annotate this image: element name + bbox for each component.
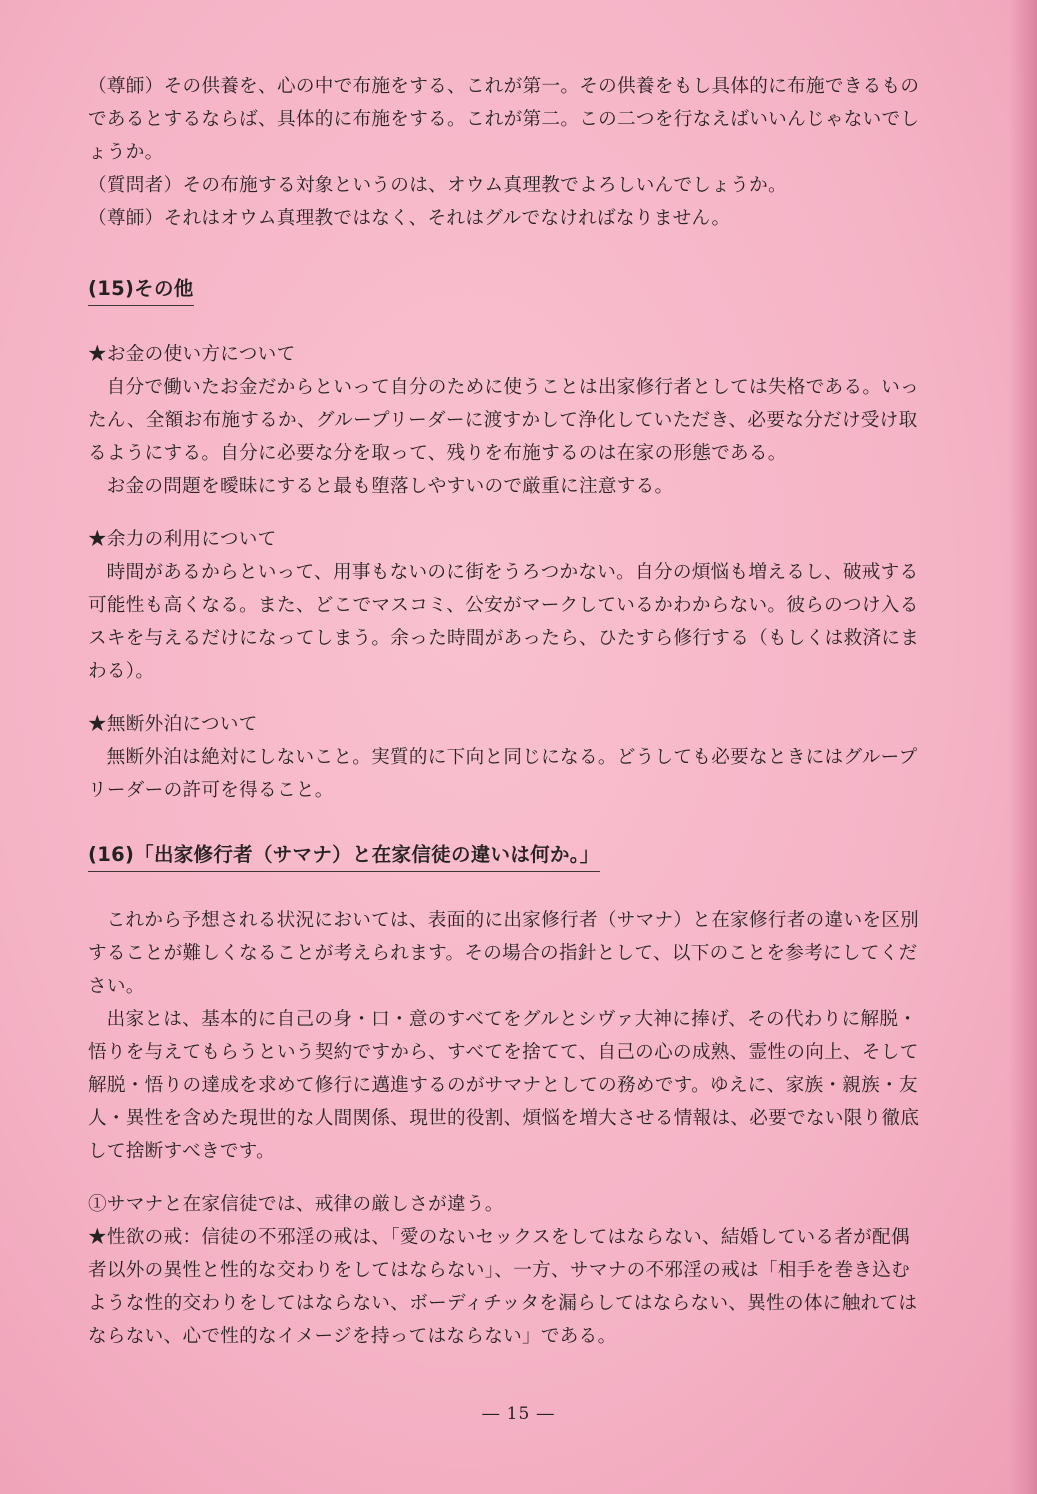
section-16-paragraph-2: 出家とは、基本的に自己の身・口・意のすべてをグルとシヴァ大神に捧げ、その代わりに解脱・悟りを与えてもらうという契約ですから、すべてを捨てて、自己の心の成熟、霊性の向上、そして解脱・悟りの達成を求めて修行に邁進するのがサマナとしての務めです。ゆえに、家族・親族・友人・異性を含めた現世的な人間関係、現世的役割、煩悩を増大させる情報は、必要でない限り徹底して捨断すべきです。: [88, 1009, 920, 1162]
point-1: ①サマナと在家信徒では、戒律の厳しさが違う。: [88, 1194, 504, 1215]
spare-time-paragraph: 時間があるからといって、用事もないのに街をうろつかない。自分の煩悩も増えるし、破戒する可能性も高くなる。また、どこでマスコミ、公安がマークしているかわからない。彼らのつけ入るスキを与えるだけになってしまう。余った時間があったら、ひたすら修行する（もしくは救済にまわる）。: [88, 562, 920, 682]
page-number: ― 15 ―: [482, 1404, 555, 1424]
qa-master-answer-2: （尊師）それはオウム真理教ではなく、それはグルでなければなりません。: [88, 208, 731, 229]
section-16-heading: (16)「出家修行者（サマナ）と在家信徒の違いは何か。」: [88, 840, 600, 872]
overnight-paragraph: 無断外泊は絶対にしないこと。実質的に下向と同じになる。どうしても必要なときにはグループリーダーの許可を得ること。: [88, 747, 918, 801]
spare-time-title: ★余力の利用について: [88, 529, 277, 550]
sexual-precept: ★性欲の戒：信徒の不邪淫の戒は、「愛のないセックスをしてはならない、結婚している者が配偶者以外の異性と性的な交わりをしてはならない」、一方、サマナの不邪淫の戒は「相手を巻き込むような性的交わりをしてはならない、ボーディチッタを漏らしてはならない、異性の体に触れてはならない、心で性的なイメージを持ってはならない」である。: [88, 1227, 918, 1347]
section-15-heading: (15)その他: [88, 274, 194, 306]
qa-master-answer-1: （尊師）その供養を、心の中で布施をする、これが第一。その供養をもし具体的に布施できるものであるとするならば、具体的に布施をする。これが第二。この二つを行なえばいいんじゃないでしょうか。: [88, 76, 920, 163]
document-body: [88, 70, 928, 1353]
money-usage-title: ★お金の使い方について: [88, 344, 296, 365]
money-usage-paragraph-2: お金の問題を曖昧にすると最も堕落しやすいので厳重に注意する。: [106, 476, 674, 497]
money-usage-paragraph-1: 自分で働いたお金だからといって自分のために使うことは出家修行者としては失格である。いったん、全額お布施するか、グループリーダーに渡すかして浄化していただき、必要な分だけ受け取るようにする。自分に必要な分を取って、残りを布施するのは在家の形態である。: [88, 377, 920, 464]
page-edge-shadow: [1009, 0, 1037, 1494]
section-16-paragraph-1: これから予想される状況においては、表面的に出家修行者（サマナ）と在家修行者の違いを区別することが難しくなることが考えられます。その場合の指針として、以下のことを参考にしてください。: [88, 910, 920, 997]
overnight-title: ★無断外泊について: [88, 714, 258, 735]
qa-questioner: （質問者）その布施する対象というのは、オウム真理教でよろしいんでしょうか。: [88, 175, 787, 196]
